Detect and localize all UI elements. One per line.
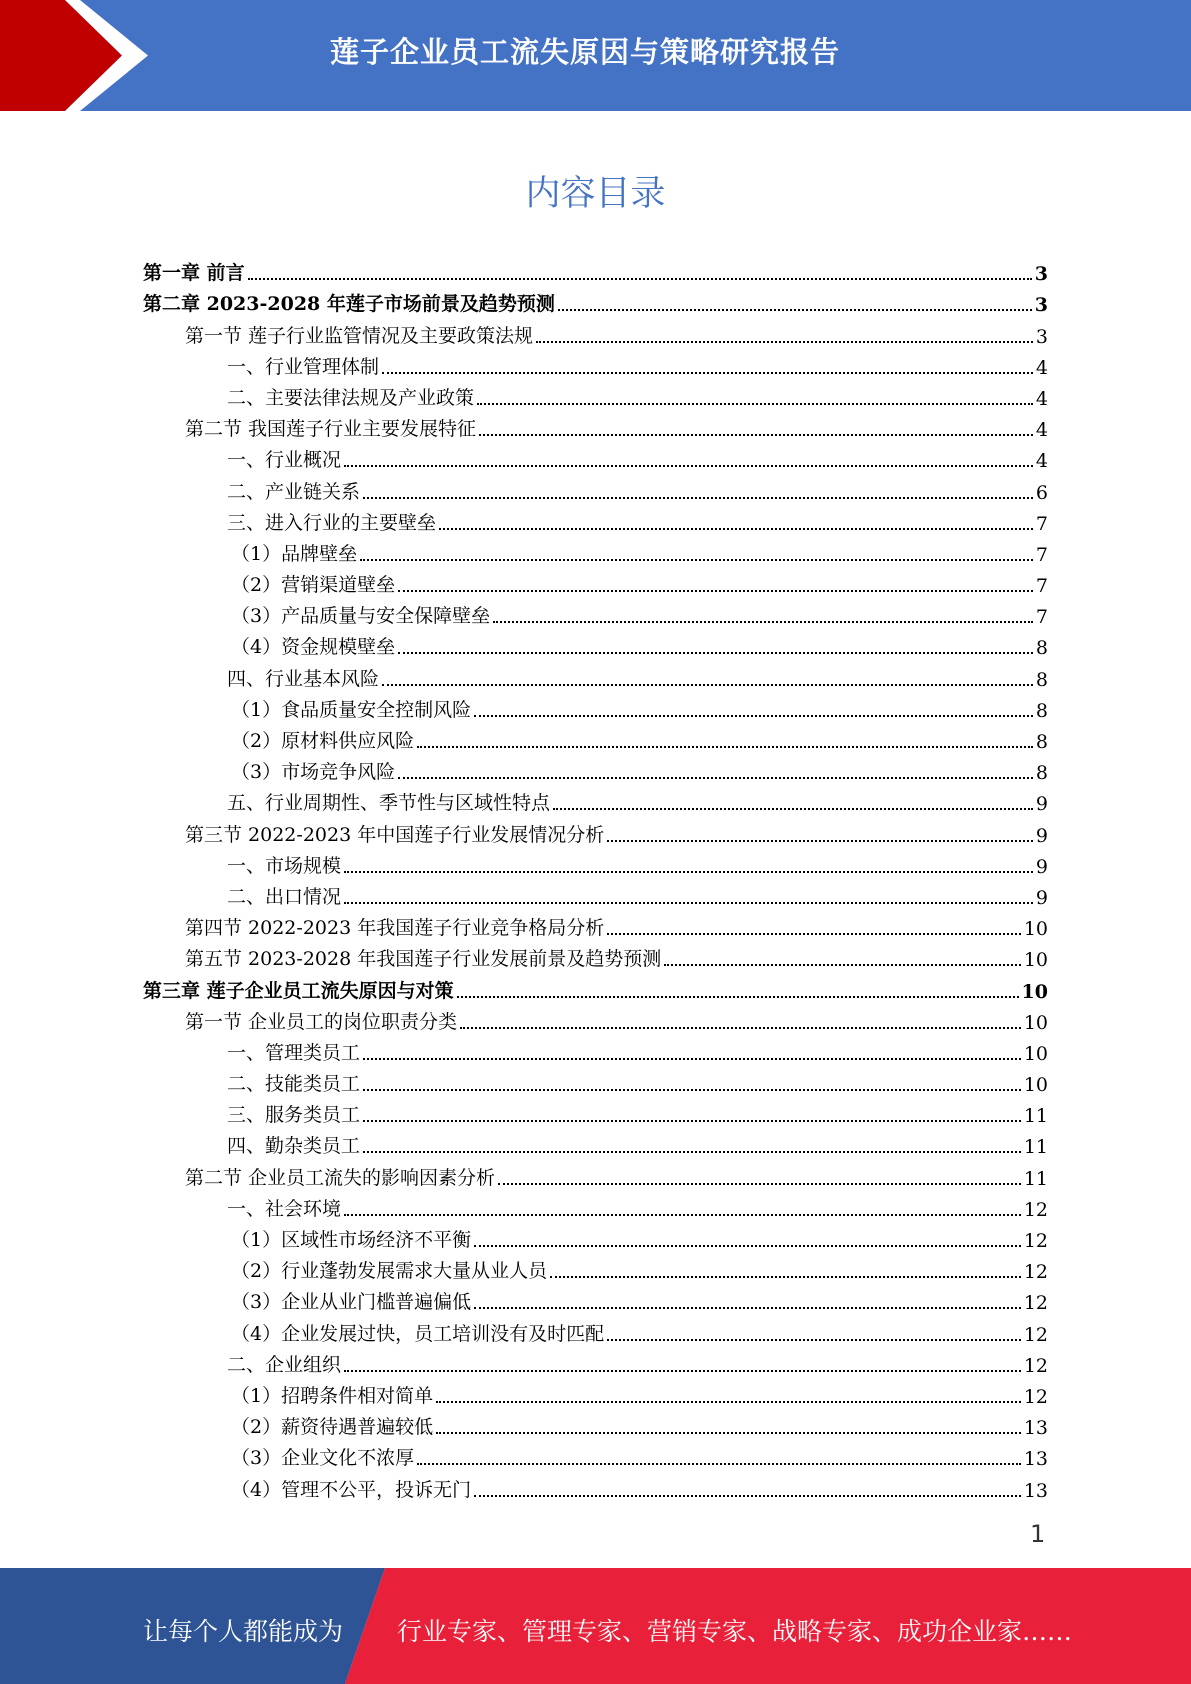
toc-entry-page: 8	[1035, 699, 1048, 722]
toc-dot-leader	[439, 528, 1033, 530]
toc-entry-page: 13	[1023, 1479, 1048, 1502]
toc-entry-title: （2）营销渠道壁垒	[231, 574, 396, 597]
toc-dot-leader	[436, 1401, 1021, 1403]
toc-entry-page: 10	[1023, 1011, 1048, 1034]
toc-entry-title: 二、技能类员工	[227, 1073, 361, 1096]
toc-entry-page: 8	[1035, 637, 1048, 660]
toc-entry-title: （3）企业文化不浓厚	[231, 1447, 415, 1470]
toc-dot-leader	[382, 372, 1033, 374]
toc-entry-page: 7	[1035, 606, 1048, 629]
toc-entry[interactable]	[143, 815, 1048, 846]
footer-slogan-left: 让每个人都能成为	[143, 1617, 344, 1646]
toc-dot-leader	[457, 996, 1019, 998]
toc-dot-leader	[344, 1370, 1021, 1372]
toc-entry-title: （1）招聘条件相对简单	[231, 1384, 434, 1407]
toc-entry[interactable]	[143, 722, 1048, 753]
toc-entry-title: 一、行业管理体制	[227, 355, 380, 378]
toc-dot-leader	[248, 278, 1032, 280]
toc-dot-leader	[360, 559, 1033, 561]
report-title: 莲子企业员工流失原因与策略研究报告	[330, 35, 841, 69]
toc-entry-page: 10	[1023, 1042, 1048, 1065]
toc-entry-page: 3	[1034, 263, 1048, 286]
toc-entry-title: 二、企业组织	[227, 1353, 342, 1376]
toc-entry-title: 五、行业周期性、季节性与区域性特点	[227, 792, 551, 815]
toc-entry[interactable]	[143, 254, 1048, 285]
toc-entry[interactable]	[143, 1158, 1048, 1189]
toc-entry-page: 12	[1023, 1323, 1048, 1346]
toc-entry-page: 7	[1035, 575, 1048, 598]
toc-dot-leader	[363, 1120, 1021, 1122]
toc-entry-title: （3）产品质量与安全保障壁垒	[231, 605, 491, 628]
toc-entry[interactable]	[143, 1096, 1048, 1127]
toc-entry[interactable]	[143, 285, 1048, 316]
toc-entry-page: 10	[1021, 980, 1048, 1003]
toc-entry-title: 第一节 企业员工的岗位职责分类	[185, 1010, 458, 1033]
toc-entry-title: 第二节 我国莲子行业主要发展特征	[185, 418, 477, 441]
toc-entry[interactable]	[143, 1034, 1048, 1065]
toc-entry-page: 3	[1034, 294, 1048, 317]
toc-entry[interactable]	[143, 410, 1048, 441]
toc-entry-page: 10	[1023, 918, 1048, 941]
toc-entry-page: 4	[1035, 356, 1048, 379]
toc-dot-leader	[479, 434, 1033, 436]
toc-dot-leader	[474, 715, 1033, 717]
toc-entry-title: （3）企业从业门槛普遍偏低	[231, 1291, 472, 1314]
toc-entry-title: 二、出口情况	[227, 885, 342, 908]
toc-entry-page: 4	[1035, 387, 1048, 410]
toc-entry-title: 第三章 莲子企业员工流失原因与对策	[143, 979, 454, 1002]
toc-entry-title: 第二节 企业员工流失的影响因素分析	[185, 1166, 496, 1189]
toc-entry[interactable]	[143, 1408, 1048, 1439]
toc-entry[interactable]	[143, 1283, 1048, 1314]
footer-slogan-right: 行业专家、管理专家、营销专家、战略专家、成功企业家……	[397, 1617, 1073, 1646]
toc-entry-page: 12	[1023, 1198, 1048, 1221]
toc-entry-title: 第四节 2022-2023 年我国莲子行业竞争格局分析	[185, 917, 605, 940]
toc-entry[interactable]	[143, 847, 1048, 878]
toc-entry-page: 7	[1035, 512, 1048, 535]
toc-entry[interactable]	[143, 597, 1048, 628]
chevron-arrow-icon	[0, 0, 160, 111]
toc-entry-page: 10	[1023, 949, 1048, 972]
toc-entry[interactable]	[143, 1127, 1048, 1158]
toc-entry[interactable]	[143, 1221, 1048, 1252]
toc-entry-title: （2）行业蓬勃发展需求大量从业人员	[231, 1260, 548, 1283]
toc-entry[interactable]	[143, 628, 1048, 659]
toc-entry-title: 第一章 前言	[143, 262, 245, 285]
toc-entry[interactable]	[143, 940, 1048, 971]
toc-dot-leader	[474, 1245, 1021, 1247]
toc-entry-page: 6	[1035, 481, 1048, 504]
toc-dot-leader	[398, 590, 1033, 592]
toc-entry-title: 一、行业概况	[227, 449, 342, 472]
toc-entry[interactable]	[143, 1346, 1048, 1377]
toc-dot-leader	[474, 1307, 1021, 1309]
toc-entry[interactable]	[143, 1065, 1048, 1096]
toc-entry-title: （4）资金规模壁垒	[231, 636, 396, 659]
toc-entry-page: 12	[1023, 1354, 1048, 1377]
toc-entry-title: （4）企业发展过快，员工培训没有及时匹配	[231, 1322, 605, 1345]
page-header	[0, 0, 1191, 111]
toc-entry-title: 一、市场规模	[227, 854, 342, 877]
toc-entry[interactable]	[143, 909, 1048, 940]
toc-entry-page: 3	[1035, 325, 1048, 348]
toc-entry[interactable]	[143, 784, 1048, 815]
toc-entry-page: 4	[1035, 419, 1048, 442]
toc-entry-title: 四、行业基本风险	[227, 667, 380, 690]
toc-entry[interactable]	[143, 566, 1048, 597]
toc-entry[interactable]	[143, 379, 1048, 410]
toc-entry-title: 三、进入行业的主要壁垒	[227, 511, 437, 534]
toc-entry-page: 4	[1035, 450, 1048, 473]
toc-entry-title: 第五节 2023-2028 年我国莲子行业发展前景及趋势预测	[185, 948, 662, 971]
toc-dot-leader	[344, 871, 1033, 873]
toc-entry-title: 一、社会环境	[227, 1197, 342, 1220]
toc-entry[interactable]	[143, 472, 1048, 503]
toc-entry[interactable]	[143, 878, 1048, 909]
toc-dot-leader	[398, 777, 1033, 779]
toc-entry-title: （1）品牌壁垒	[231, 542, 358, 565]
toc-entry[interactable]	[143, 1470, 1048, 1501]
toc-entry-page: 13	[1023, 1448, 1048, 1471]
toc-dot-leader	[436, 1432, 1021, 1434]
page-number: 1	[1030, 1520, 1046, 1548]
toc-dot-leader	[417, 746, 1033, 748]
toc-entry-page: 13	[1023, 1417, 1048, 1440]
toc-dot-leader	[536, 341, 1033, 343]
toc-entry[interactable]	[143, 1003, 1048, 1034]
toc-dot-leader	[382, 684, 1033, 686]
toc-entry[interactable]	[143, 316, 1048, 347]
toc-dot-leader	[607, 1339, 1021, 1341]
toc-entry-page: 11	[1023, 1136, 1048, 1159]
toc-entry-title: 第二章 2023-2028 年莲子市场前景及趋势预测	[143, 293, 555, 316]
toc-dot-leader	[363, 1089, 1021, 1091]
toc-dot-leader	[558, 309, 1032, 311]
toc-entry[interactable]	[143, 1439, 1048, 1470]
toc-dot-leader	[363, 1151, 1021, 1153]
toc-entry-title: 三、服务类员工	[227, 1104, 361, 1127]
toc-entry[interactable]	[143, 535, 1048, 566]
toc-dot-leader	[474, 1495, 1021, 1497]
toc-entry[interactable]	[143, 1377, 1048, 1408]
toc-entry-page: 11	[1023, 1105, 1048, 1128]
toc-entry-title: （1）区域性市场经济不平衡	[231, 1229, 472, 1251]
toc-entry-page: 9	[1035, 855, 1048, 878]
toc-dot-leader	[550, 1276, 1021, 1278]
toc-entry-title: （3）市场竞争风险	[231, 761, 396, 784]
toc-entry-page: 9	[1035, 824, 1048, 847]
toc-entry[interactable]	[143, 348, 1048, 379]
toc-entry-page: 9	[1035, 886, 1048, 909]
toc-entry-title: 第三节 2022-2023 年中国莲子行业发展情况分析	[185, 823, 605, 846]
table-of-contents	[143, 254, 1048, 1502]
toc-dot-leader	[344, 465, 1033, 467]
toc-dot-leader	[460, 1027, 1021, 1029]
toc-entry[interactable]	[143, 504, 1048, 535]
toc-dot-leader	[417, 1463, 1021, 1465]
toc-dot-leader	[363, 497, 1033, 499]
toc-entry-page: 11	[1023, 1167, 1048, 1190]
toc-entry[interactable]	[143, 971, 1048, 1002]
toc-entry-page: 9	[1035, 793, 1048, 816]
toc-entry-title: （1）食品质量安全控制风险	[231, 698, 472, 721]
toc-entry[interactable]	[143, 441, 1048, 472]
toc-entry-page: 8	[1035, 762, 1048, 785]
toc-entry[interactable]	[143, 659, 1048, 690]
toc-entry-title: （4）管理不公平，投诉无门	[231, 1478, 472, 1501]
toc-dot-leader	[344, 902, 1033, 904]
toc-entry-page: 8	[1035, 668, 1048, 691]
toc-dot-leader	[498, 1183, 1021, 1185]
toc-dot-leader	[664, 964, 1021, 966]
toc-entry[interactable]	[143, 1252, 1048, 1283]
toc-entry[interactable]	[143, 1190, 1048, 1221]
toc-entry-page: 10	[1023, 1074, 1048, 1097]
toc-entry-title: 二、产业链关系	[227, 480, 361, 503]
toc-entry-page: 12	[1023, 1261, 1048, 1284]
toc-dot-leader	[344, 1214, 1021, 1216]
page-footer	[0, 1568, 1191, 1684]
toc-entry-title: 二、主要法律法规及产业政策	[227, 386, 475, 409]
toc-dot-leader	[363, 1058, 1021, 1060]
toc-entry[interactable]	[143, 753, 1048, 784]
toc-entry-title: 四、勤杂类员工	[227, 1135, 361, 1158]
toc-dot-leader	[553, 808, 1033, 810]
toc-entry-page: 12	[1023, 1292, 1048, 1315]
toc-dot-leader	[398, 652, 1033, 654]
toc-dot-leader	[607, 840, 1033, 842]
toc-entry[interactable]	[143, 1314, 1048, 1345]
toc-entry[interactable]	[143, 691, 1048, 722]
toc-entry-page: 7	[1035, 543, 1048, 566]
toc-heading: 内容目录	[525, 174, 666, 214]
toc-entry-page: 8	[1035, 731, 1048, 753]
toc-entry-title: 第一节 莲子行业监管情况及主要政策法规	[185, 324, 534, 347]
toc-dot-leader	[607, 933, 1021, 935]
toc-entry-page: 12	[1023, 1385, 1048, 1408]
toc-dot-leader	[493, 621, 1033, 623]
toc-entry-page: 12	[1023, 1230, 1048, 1252]
toc-entry-title: 一、管理类员工	[227, 1041, 361, 1064]
toc-entry-title: （2）原材料供应风险	[231, 730, 415, 752]
toc-entry-title: （2）薪资待遇普遍较低	[231, 1416, 434, 1439]
toc-dot-leader	[477, 403, 1033, 405]
